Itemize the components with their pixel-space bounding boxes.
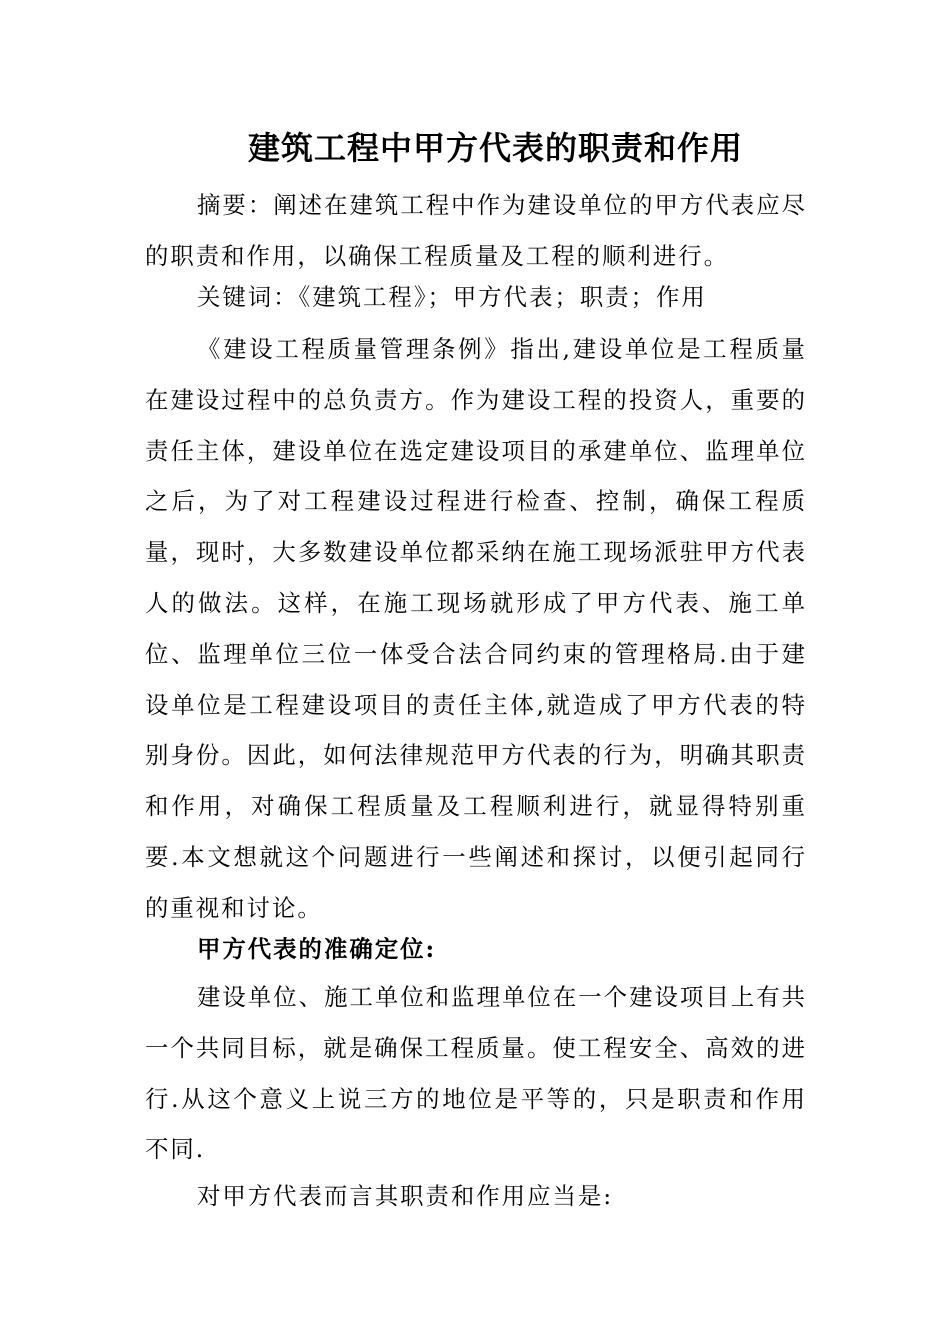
section-paragraph: 建设单位、施工单位和监理单位在一个建设项目上有共一个共同目标，就是确保工程质量。使工程安全、高效的进行.从这个意义上说三方的地位是平等的，只是职责和作用不同. xyxy=(145,983,807,1164)
keywords-line: 关键词：《建筑工程》；甲方代表；职责；作用 xyxy=(197,283,707,311)
closing-line: 对甲方代表而言其职责和作用应当是: xyxy=(197,1182,614,1210)
abstract-paragraph: 摘要：阐述在建筑工程中作为建设单位的甲方代表应尽的职责和作用，以确保工程质量及工程的顺利进行。 xyxy=(145,191,807,270)
section-heading: 甲方代表的准确定位: xyxy=(197,935,437,963)
document-title: 建筑工程中甲方代表的职责和作用 xyxy=(248,129,744,167)
intro-paragraph: 《建设工程质量管理条例》指出,建设单位是工程质量在建设过程中的总负责方。作为建设工程的投资人，重要的责任主体，建设单位在选定建设项目的承建单位、监理单位之后，为了对工程建设过程进行检查、控制，确保工程质量，现时，大多数建设单位都采纳在施工现场派驻甲方代表人的做法。这样，在施工现场就形成了甲方代表、施工单位、监理单位三位一体受合法合同约束的管理格局.由于建设单位是工程建设项目的责任主体,就造成了甲方代表的特别身份。因此，如何法律规范甲方代表的行为，明确其职责和作用，对确保工程质量及工程顺利进行，就显得特别重要.本文想就这个问题进行一些阐述和探讨，以便引起同行的重视和讨论。 xyxy=(145,335,807,922)
